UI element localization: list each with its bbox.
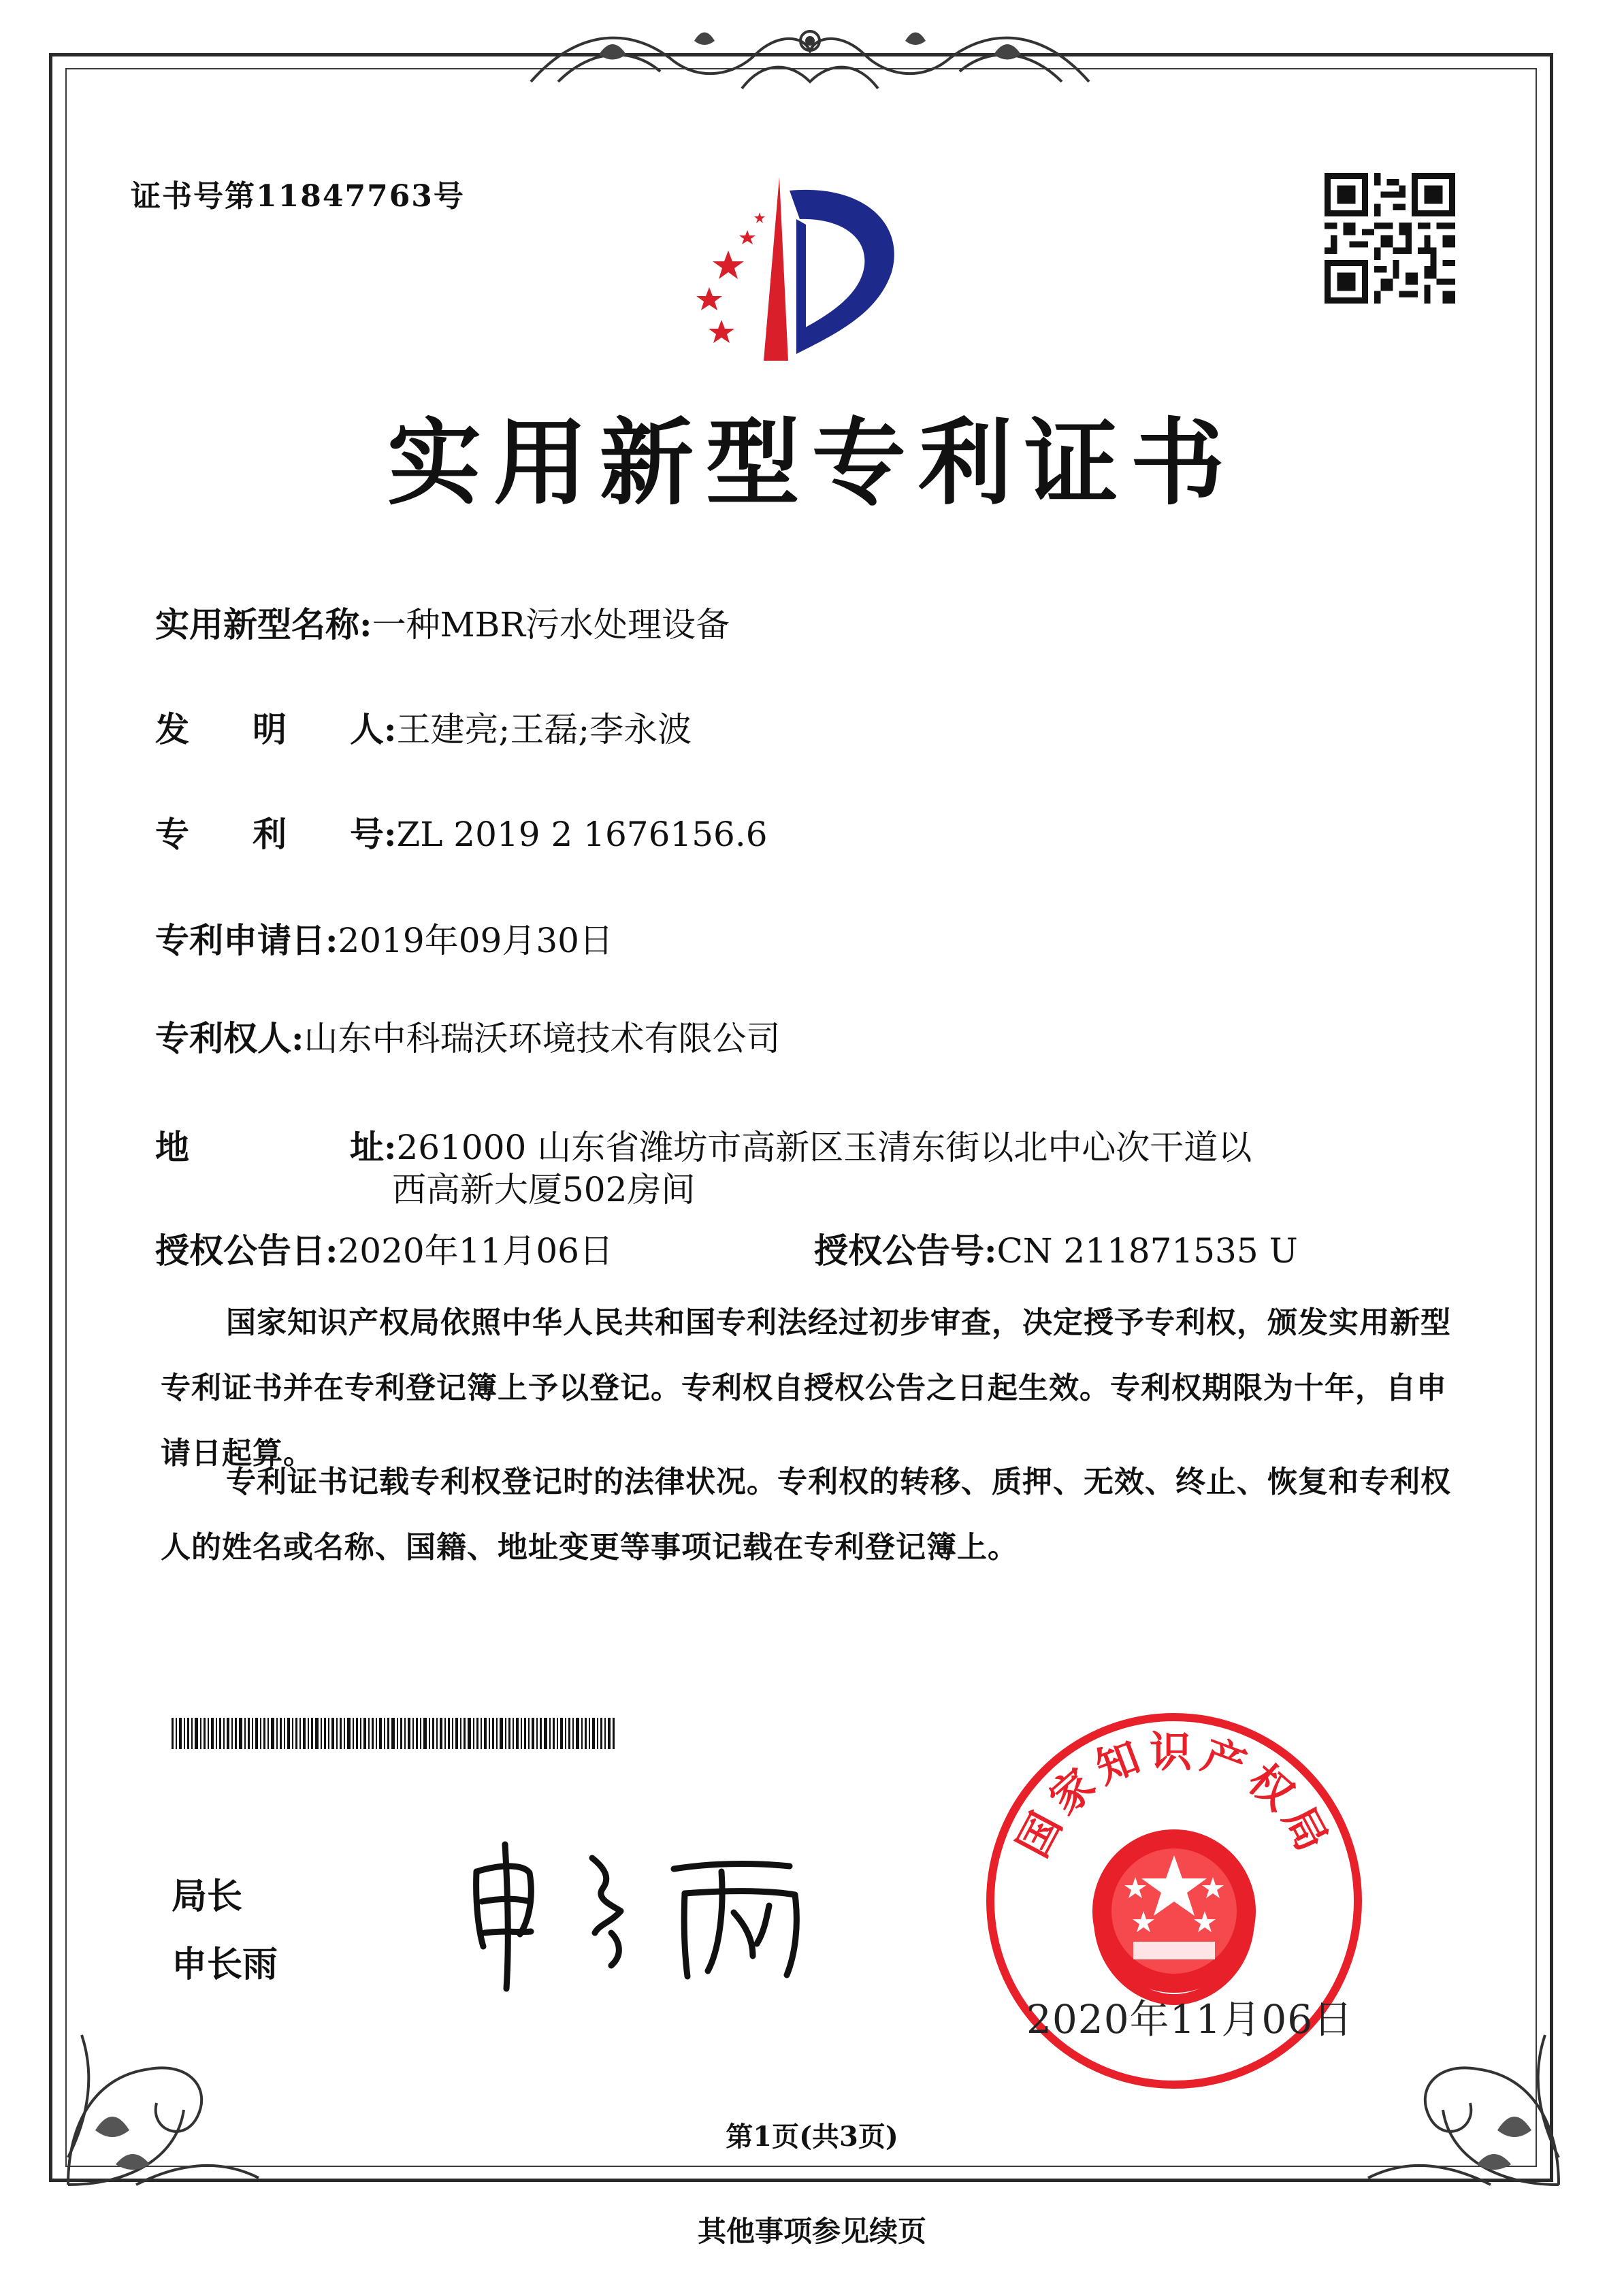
national-emblem-icon: [1092, 1829, 1256, 2000]
barcode-icon: [172, 1718, 617, 1749]
address-line-1: 261000 山东省潍坊市高新区玉清东街以北中心次干道以: [396, 1128, 1252, 1167]
field-value: 王建亮;王磊;李永波: [396, 710, 692, 749]
field-colon: :: [384, 1127, 397, 1167]
field-value: 2019年09月30日: [338, 921, 613, 960]
patent-number-row: [155, 813, 768, 856]
field-colon: :: [384, 814, 397, 854]
cnipa-logo-icon: [660, 170, 919, 368]
top-ornament-icon: [517, 14, 1103, 102]
field-value: ZL 2019 2 1676156.6: [396, 815, 768, 854]
legal-paragraph-2: 专利证书记载专利权登记时的法律状况。专利权的转移、质押、无效、终止、恢复和专利权人的姓名或名称、国籍、地址变更等事项记载在专利登记簿上。: [161, 1465, 1451, 1565]
director-name: 申长雨: [172, 1944, 278, 1985]
field-value: 一种MBR污水处理设备: [372, 605, 730, 645]
field-label: 专利号: [155, 814, 384, 854]
continuation-note: 其他事项参见续页: [697, 2215, 926, 2248]
certificate-title: 实用新型专利证书: [387, 407, 1237, 518]
inventor-row: [155, 708, 692, 751]
utility-model-name-row: [155, 603, 730, 647]
qr-code-icon: [1325, 173, 1455, 304]
field-value: 山东中科瑞沃环境技术有限公司: [304, 1019, 781, 1058]
director-signature-icon: [449, 1831, 830, 1994]
field-label: 实用新型名称:: [155, 604, 372, 645]
corner-ornament-icon: [54, 1994, 272, 2198]
field-label: 专利权人:: [155, 1018, 304, 1058]
seal-date: 2020年11月06日: [1026, 1996, 1354, 2042]
director-title: 局长: [172, 1876, 243, 1917]
certificate-number: 证书号第11847763号: [131, 179, 465, 214]
application-date-row: [155, 919, 613, 962]
field-label: 地址: [155, 1127, 384, 1167]
announcement-date-row: [155, 1229, 613, 1273]
corner-ornament-icon: [1354, 1994, 1572, 2198]
field-label: 授权公告号:: [814, 1230, 997, 1271]
patentee-row: [155, 1017, 780, 1060]
page-indicator: 第1页(共3页): [726, 2121, 898, 2153]
address-line-2: 西高新大厦502房间: [392, 1170, 696, 1209]
legal-paragraph-1: 国家知识产权局依照中华人民共和国专利法经过初步审查，决定授予专利权，颁发实用新型专利证书并在专利登记簿上予以登记。专利权自授权公告之日起生效。专利权期限为十年，自申请日起算。: [161, 1305, 1451, 1471]
field-value: CN 211871535 U: [996, 1231, 1298, 1271]
seal-text: 国家知识产权局: [1007, 1727, 1341, 1865]
field-label: 发明人: [155, 709, 384, 749]
announcement-number-row: [814, 1229, 1298, 1273]
address-row: [155, 1126, 1252, 1169]
field-colon: :: [384, 709, 397, 749]
field-label: 专利申请日:: [155, 920, 338, 960]
field-label: 授权公告日:: [155, 1230, 338, 1271]
field-value: 2020年11月06日: [338, 1231, 613, 1271]
